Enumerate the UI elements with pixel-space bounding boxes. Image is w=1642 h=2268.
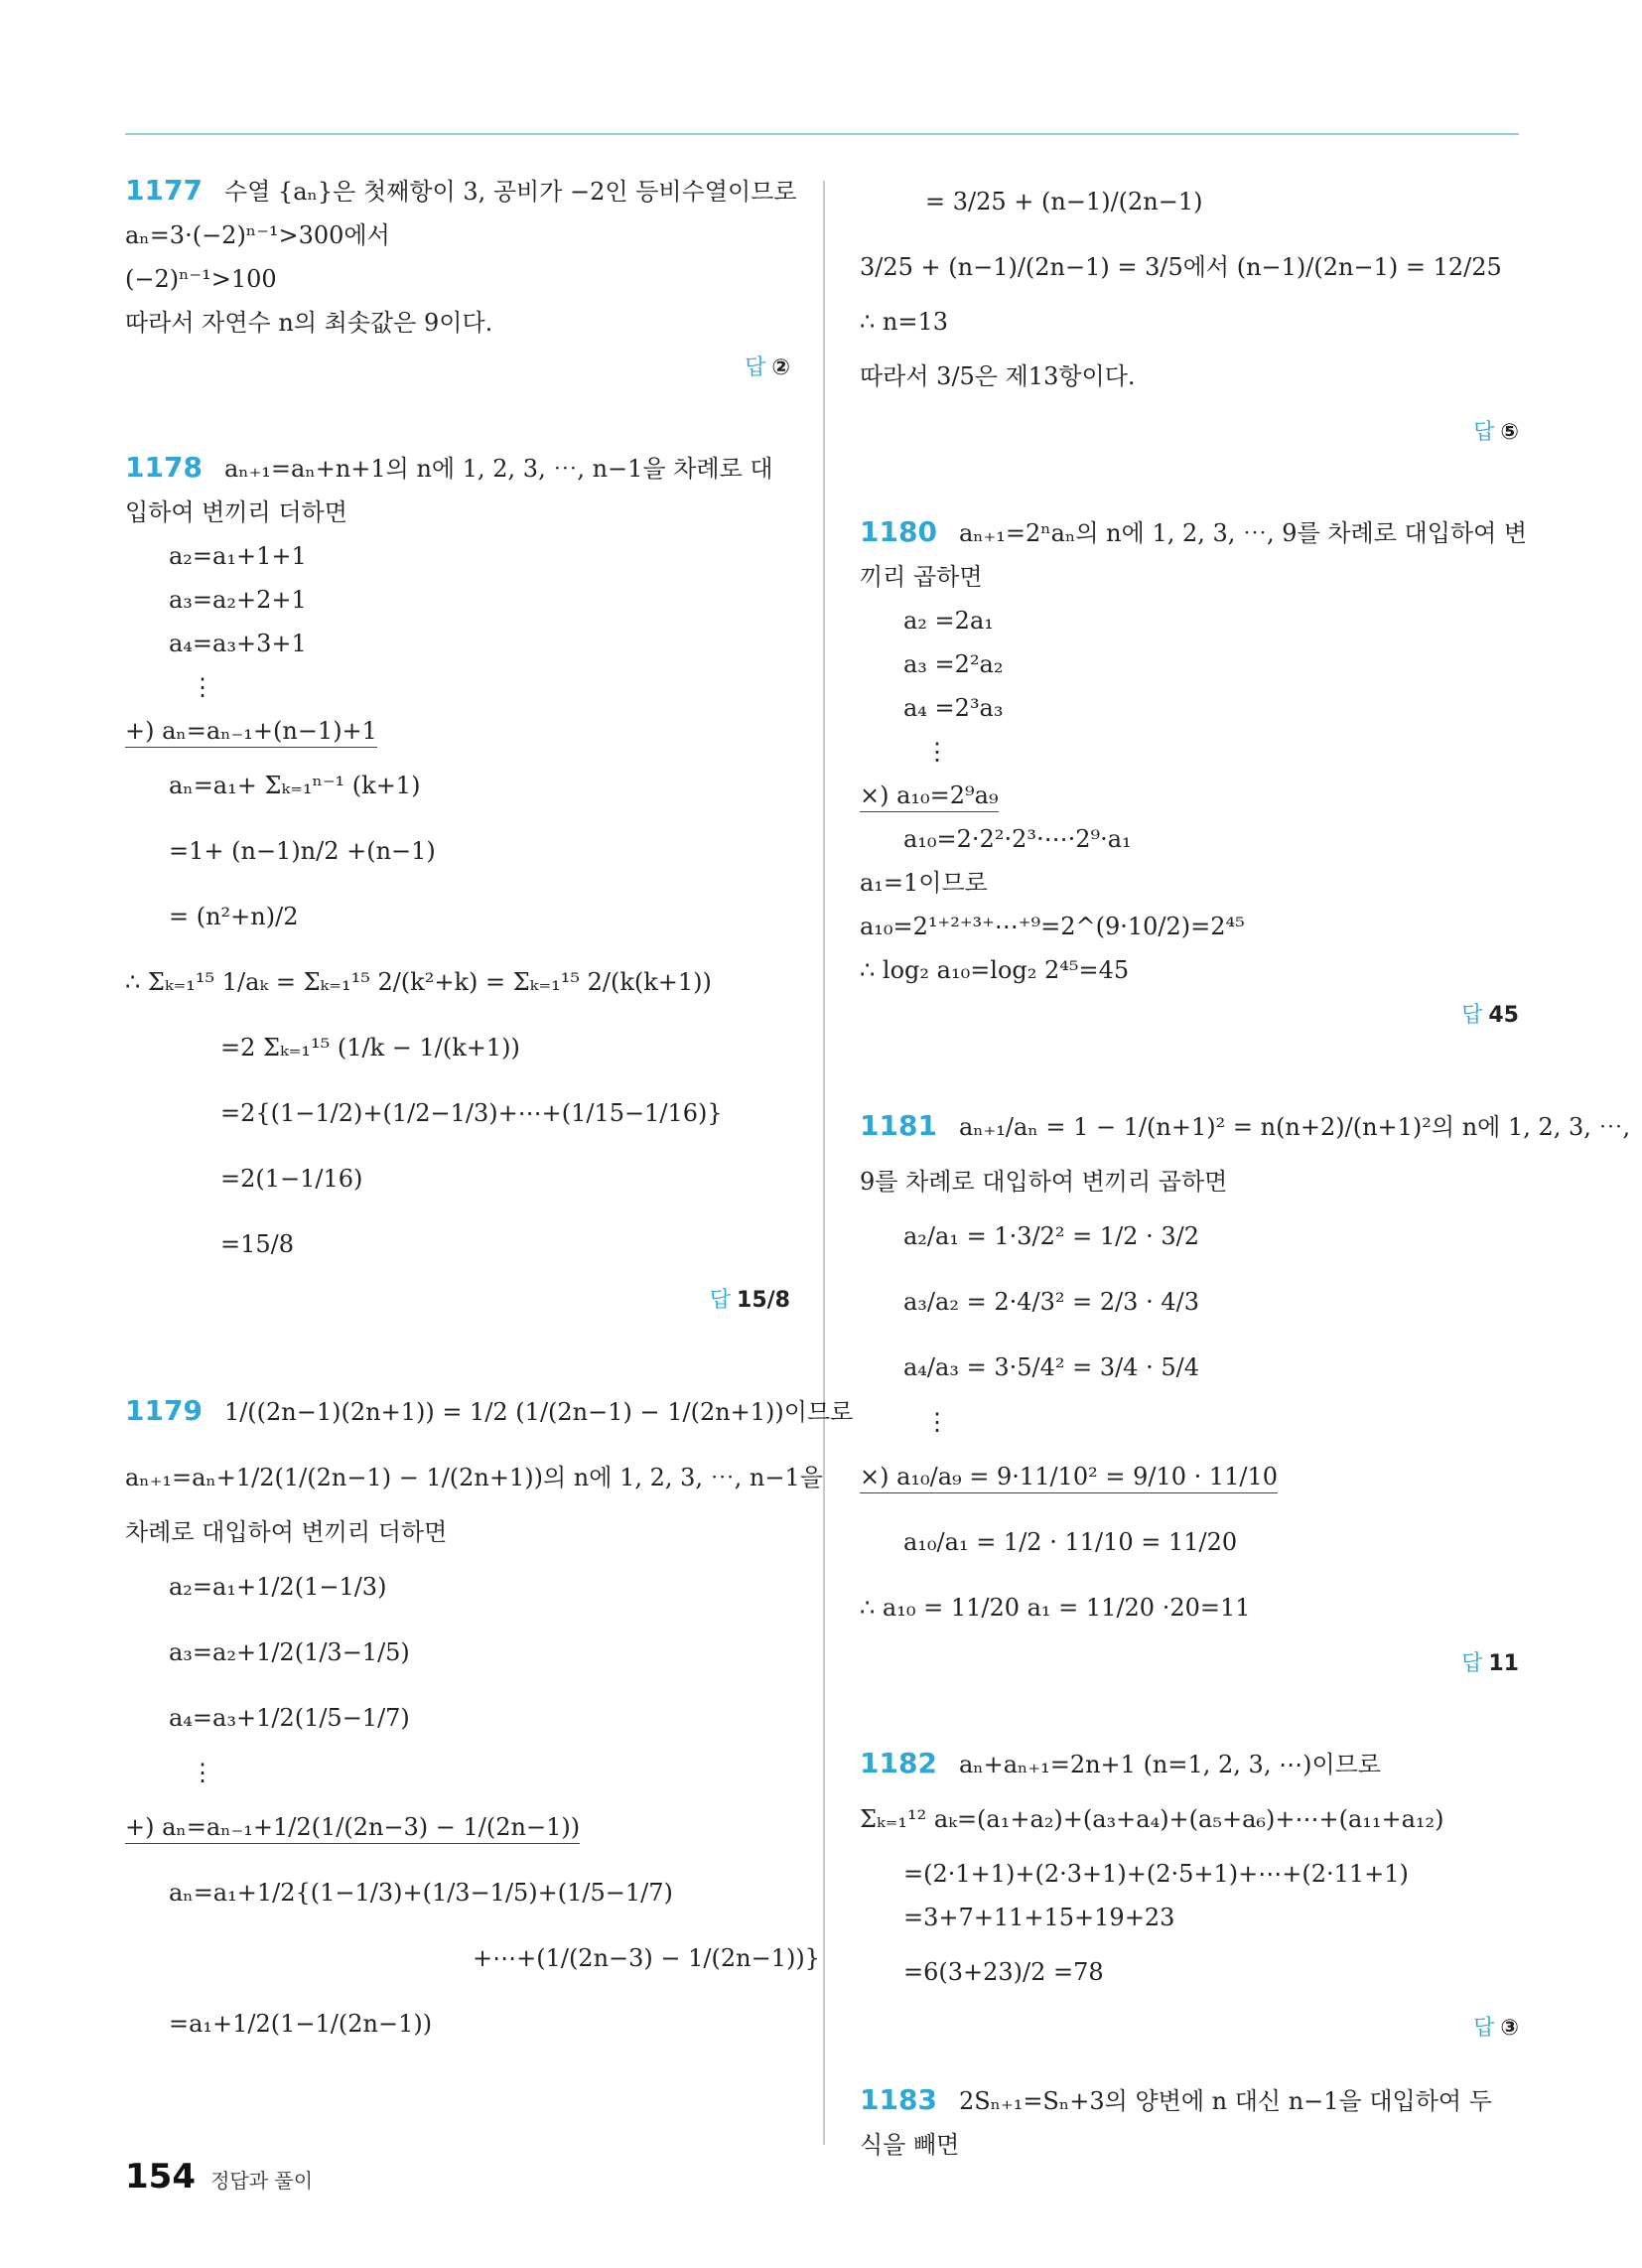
answer-label: 답 (1461, 1651, 1483, 1676)
problem-1182 (860, 1742, 1519, 2049)
solution-line: = 3/25 + (n−1)/(2n−1) (925, 188, 1203, 215)
answer-value: ② (771, 355, 790, 380)
solution-line: =2 Σₖ₌₁¹⁵ (1/k − 1/(k+1)) (220, 1034, 520, 1062)
page-footer (125, 2157, 313, 2197)
solution-line: =a₁+1/2(1−1/(2n−1)) (169, 2010, 433, 2038)
solution-line: a₄=a₃+1/2(1/5−1/7) (169, 1704, 410, 1732)
page-title: 정답과 풀이 (210, 2169, 314, 2193)
solution-line: a₃ =2²a₂ (903, 650, 1004, 678)
solution-line: a₁₀=2·2²·2³·⋯·2⁹·a₁ (903, 825, 1132, 853)
vertical-ellipsis: ⋮ (191, 1759, 214, 1786)
answer-value: 45 (1488, 1003, 1519, 1028)
answer-value: ⑤ (1500, 420, 1519, 445)
problem-1178 (125, 446, 790, 1321)
problem-number: 1181 (860, 1109, 937, 1142)
solution-line: Σₖ₌₁¹² aₖ=(a₁+a₂)+(a₃+a₄)+(a₅+a₆)+⋯+(a₁₁+a₁₂) (860, 1805, 1444, 1833)
solution-line: a₄ =2³a₃ (903, 694, 1004, 722)
problem-number: 1178 (125, 451, 203, 484)
solution-line: a₃=a₂+1/2(1/3−1/5) (169, 1638, 410, 1666)
problem-text: 수열 {aₙ}은 첫째항이 3, 공비가 −2인 등비수열이므로 (223, 178, 797, 206)
vertical-ellipsis: ⋮ (191, 673, 214, 701)
answer-label: 답 (1461, 1003, 1483, 1028)
solution-line: a₁=1이므로 (860, 869, 988, 897)
solution-line: a₄=a₃+3+1 (169, 630, 307, 657)
vertical-ellipsis: ⋮ (925, 1408, 949, 1436)
solution-line: = (n²+n)/2 (169, 903, 299, 930)
problem-text: aₙ₊₁=2ⁿaₙ의 n에 1, 2, 3, ⋯, 9를 차례로 대입하여 변 (958, 519, 1528, 547)
solution-line: a₃=a₂+2+1 (169, 586, 307, 614)
solution-line: a₁₀/a₁ = 1/2 · 11/10 = 11/20 (903, 1528, 1238, 1556)
answer-value: 15/8 (737, 1288, 790, 1313)
solution-line: a₄/a₃ = 3·5/4² = 3/4 · 5/4 (903, 1353, 1199, 1381)
solution-line: +⋯+(1/(2n−3) − 1/(2n−1))} (473, 1944, 820, 1972)
solution-line: =6(3+23)/2 =78 (903, 1958, 1104, 1986)
problem-1183 (860, 2078, 1519, 2167)
answer (860, 1644, 1519, 1684)
answer-label: 답 (709, 1288, 732, 1313)
solution-line: a₂/a₁ = 1·3/2² = 1/2 · 3/2 (903, 1222, 1199, 1250)
product-line: ×) a₁₀=2⁹a₉ (860, 781, 999, 812)
solution-line: 식을 빼면 (860, 2131, 960, 2159)
solution-line: =(2·1+1)+(2·3+1)+(2·5+1)+⋯+(2·11+1) (903, 1860, 1409, 1888)
solution-line: =2(1−1/16) (220, 1165, 363, 1193)
answer-label: 답 (1473, 420, 1495, 445)
answer-value: ③ (1500, 2016, 1519, 2041)
problem-text: aₙ₊₁/aₙ = 1 − 1/(n+1)² = n(n+2)/(n+1)²의 n에 1, 2, 3, ⋯, (958, 1113, 1631, 1141)
solution-line: ∴ a₁₀ = 11/20 a₁ = 11/20 ·20=11 (860, 1594, 1251, 1622)
solution-line: 차례로 대입하여 변끼리 더하면 (125, 1518, 448, 1546)
header-rule (125, 133, 1519, 135)
problem-1181 (860, 1093, 1631, 1684)
solution-line: aₙ₊₁=aₙ+1/2(1/(2n−1) − 1/(2n+1))의 n에 1, 2, 3, ⋯, n−1을 (125, 1464, 823, 1491)
problem-number: 1180 (860, 515, 937, 548)
answer (125, 349, 790, 388)
answer-label: 답 (745, 355, 766, 380)
problem-text: 1/((2n−1)(2n+1)) = 1/2 (1/(2n−1) − 1/(2n+1))이므로 (223, 1398, 854, 1426)
problem-number: 1179 (125, 1394, 203, 1427)
sum-line: +) aₙ=aₙ₋₁+(n−1)+1 (125, 717, 377, 748)
left-column (125, 169, 854, 2056)
problem-1180 (860, 510, 1528, 1036)
vertical-ellipsis: ⋮ (925, 738, 949, 766)
solution-line: aₙ=3·(−2)ⁿ⁻¹>300에서 (125, 221, 390, 249)
solution-line: =1+ (n−1)n/2 +(n−1) (169, 837, 436, 865)
answer-value: 11 (1488, 1651, 1519, 1676)
column-divider (823, 181, 825, 2145)
problem-number: 1182 (860, 1747, 937, 1779)
problem-number: 1183 (860, 2083, 937, 2116)
answer (860, 996, 1519, 1036)
problem-text: aₙ+aₙ₊₁=2n+1 (n=1, 2, 3, ⋯)이므로 (958, 1751, 1381, 1778)
solution-line: ∴ n=13 (860, 308, 949, 336)
solution-line: 9를 차례로 대입하여 변끼리 곱하면 (860, 1168, 1228, 1196)
answer-label: 답 (1473, 2016, 1495, 2041)
problem-1179-continued (860, 169, 1519, 453)
solution-line: 따라서 자연수 n의 최솟값은 9이다. (125, 309, 493, 337)
solution-line: =3+7+11+15+19+23 (903, 1904, 1175, 1931)
solution-line: ∴ Σₖ₌₁¹⁵ 1/aₖ = Σₖ₌₁¹⁵ 2/(k²+k) = Σₖ₌₁¹⁵ 2/(k(k+1)) (125, 968, 712, 996)
solution-line: aₙ=a₁+ Σₖ₌₁ⁿ⁻¹ (k+1) (169, 772, 421, 799)
answer (860, 2009, 1519, 2049)
solution-line: aₙ=a₁+1/2{(1−1/3)+(1/3−1/5)+(1/5−1/7) (169, 1879, 673, 1907)
sum-line: +) aₙ=aₙ₋₁+1/2(1/(2n−3) − 1/(2n−1)) (125, 1813, 580, 1844)
solution-line: 따라서 3/5은 제13항이다. (860, 362, 1136, 390)
page-number: 154 (125, 2157, 196, 2197)
solution-line: (−2)ⁿ⁻¹>100 (125, 265, 277, 293)
solution-line: a₂=a₁+1+1 (169, 542, 307, 570)
right-column (860, 169, 1631, 2167)
answer (125, 1281, 790, 1321)
solution-line: a₂=a₁+1/2(1−1/3) (169, 1573, 387, 1601)
solution-line: =2{(1−1/2)+(1/2−1/3)+⋯+(1/15−1/16)} (220, 1099, 723, 1127)
solution-line: a₂ =2a₁ (903, 607, 994, 635)
solution-line: a₁₀=2¹⁺²⁺³⁺⋯⁺⁹=2^(9·10/2)=2⁴⁵ (860, 913, 1245, 940)
solution-line: 입하여 변끼리 더하면 (125, 498, 347, 526)
solution-line: a₃/a₂ = 2·4/3² = 2/3 · 4/3 (903, 1288, 1199, 1316)
problem-1177 (125, 169, 797, 388)
solution-line: =15/8 (220, 1230, 295, 1258)
solution-line: ∴ log₂ a₁₀=log₂ 2⁴⁵=45 (860, 956, 1130, 984)
solution-line: 끼리 곱하면 (860, 563, 983, 591)
problem-number: 1177 (125, 174, 203, 207)
problem-text: aₙ₊₁=aₙ+n+1의 n에 1, 2, 3, ⋯, n−1을 차례로 대 (223, 455, 773, 483)
answer (860, 413, 1519, 453)
solution-line: 3/25 + (n−1)/(2n−1) = 3/5에서 (n−1)/(2n−1) = 12/25 (860, 253, 1502, 281)
problem-text: 2Sₙ₊₁=Sₙ+3의 양변에 n 대신 n−1을 대입하여 두 (958, 2087, 1492, 2115)
product-line: ×) a₁₀/a₉ = 9·11/10² = 9/10 · 11/10 (860, 1463, 1278, 1493)
problem-1179 (125, 1378, 854, 2056)
